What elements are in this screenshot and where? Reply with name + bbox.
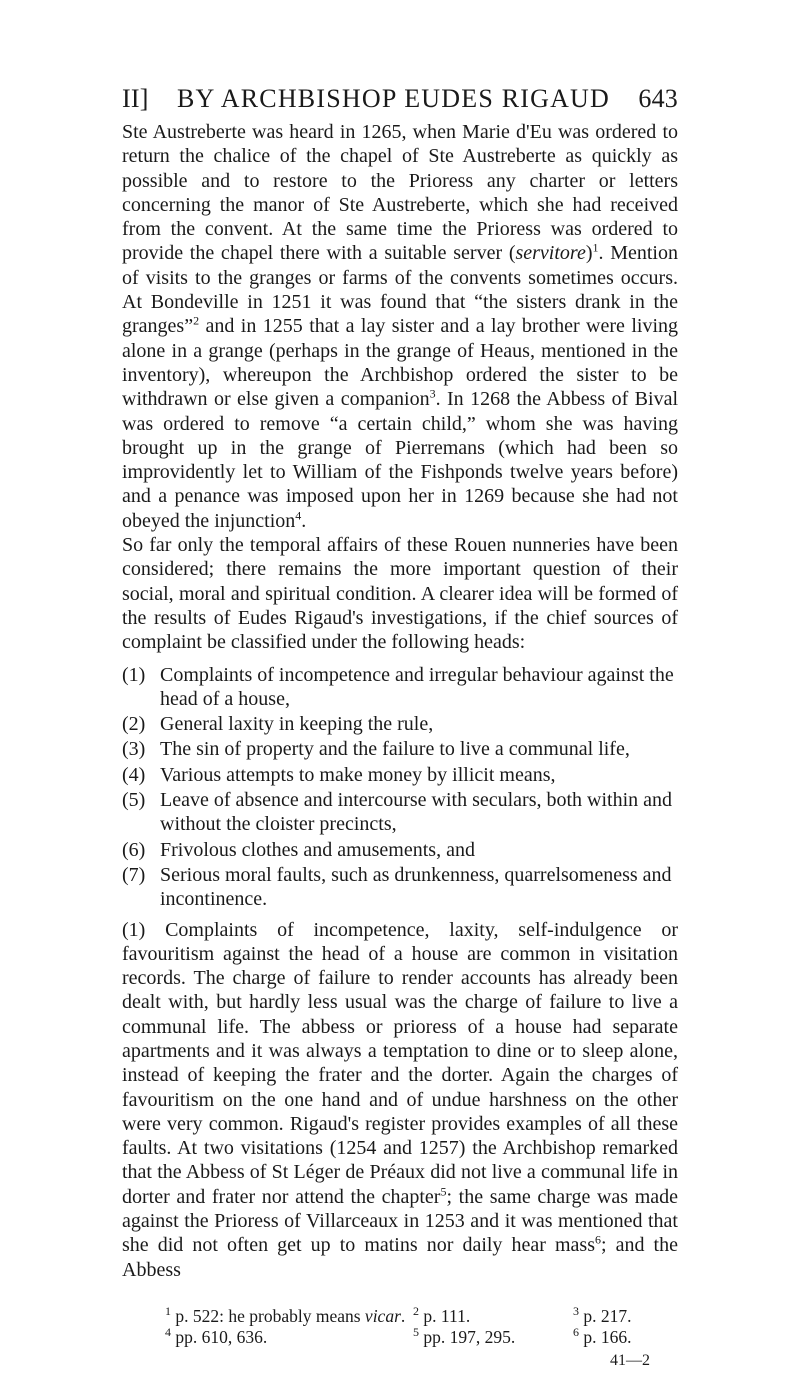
- paragraph-1: Ste Austreberte was heard in 1265, when Marie d'Eu was ordered to return the chalice of the chapel of Ste Austreberte as quickly as possible and to restore to the Prioress any charter or letters concerning the manor of Ste Austreberte, which she had received from the convent. At the same time the Prioress was ordered to provide the chapel there with a suitable server (servitore)$^1$. Mention of visits to the granges or farms of the convents sometimes occurs. At Bondeville in 1251 it was found that “the sisters drank in the granges”$^2$ and in 1255 that a lay sister and a lay brother were living alone in a grange (perhaps in the grange of Heaus, mentioned in the inventory), whereupon the Archbishop ordered the sister to be withdrawn or else given a companion$^3$. In 1268 the Abbess of Bival was ordered to remove “a certain child,” whom she was having brought up in the grange of Pierremans (which had been so improvidently let to William of the Fishponds twelve years before) and a penance was imposed upon her in 1269 because she had not obeyed the injunction$^4$.: [122, 121, 679, 532]
- list-item: (1) Complaints of incompetence and irregular behaviour against the head of a house,: [122, 663, 674, 710]
- footnote-3: $^3$ p. 217.: [573, 1304, 632, 1326]
- footnote-6: $^6$ p. 166.: [573, 1325, 632, 1347]
- footnote-ref-5: 5: [440, 1184, 447, 1199]
- footnote-ref-2: 2: [193, 313, 200, 328]
- running-header: [122, 84, 678, 114]
- paragraph-3: (1) Complaints of incompetence, laxity, self-indulgence or favouritism against the head of a house are common in visitation records. The charge of failure to render accounts has already been dealt with, but hardly less usual was the charge of failure to live a communal life. The abbess or prioress of a house had separate apartments and it was always a temptation to dine or to sleep alone, instead of keeping the frater and the dorter. Again the charges of favouritism on the one hand and of undue harshness on the other were very common. Rigaud's register provides examples of all these faults. At two visitations (1254 and 1257) the Archbishop remarked that the Abbess of St Léger de Préaux did not live a communal life in dorter and frater nor attend the chapter$^5$; the same charge was made against the Prioress of Villarceaux in 1253 and it was mentioned that she did not often get up to matins nor daily hear mass$^6$; and the Abbess: [122, 918, 679, 1281]
- list-item: (7) Serious moral faults, such as drunkenness, quarrelsomeness and incontinence.: [122, 863, 672, 911]
- list-item: (2) General laxity in keeping the rule,: [122, 713, 434, 736]
- running-title: BY ARCHBISHOP EUDES RIGAUD: [176, 84, 610, 113]
- heads-list: [122, 663, 678, 912]
- paragraph-2: So far only the temporal affairs of these Rouen nunneries have been considered; there remains the more important question of their social, moral and spiritual condition. A clearer idea will be formed of the results of Eudes Rigaud's investigations, if the chief sources of complaint be classified under the following heads:: [122, 534, 678, 654]
- page-number: 643: [638, 84, 678, 113]
- list-item: (4) Various attempts to make money by illicit means,: [122, 763, 556, 786]
- footnote-5: $^5$ pp. 197, 295.: [413, 1325, 516, 1347]
- list-item: (6) Frivolous clothes and amusements, and: [122, 838, 475, 861]
- footnote-ref-4: 4: [295, 508, 302, 523]
- chapter-marker: II]: [122, 84, 149, 113]
- footnote-ref-3: 3: [429, 386, 436, 401]
- footnote-ref-6: 6: [594, 1232, 601, 1247]
- footnote-1: $^1$ p. 522: he probably means vicar.: [165, 1304, 406, 1326]
- footnote-4: $^4$ pp. 610, 636.: [165, 1325, 268, 1347]
- signature-mark: 41—2: [610, 1352, 650, 1369]
- list-item: (5) Leave of absence and intercourse with seculars, both within and without the cloister precincts,: [122, 789, 673, 836]
- footnote-ref-1: 1: [592, 240, 599, 255]
- list-item: (3) The sin of property and the failure to live a communal life,: [122, 738, 630, 761]
- footnotes: [165, 1306, 685, 1348]
- footnote-2: $^2$ p. 111.: [413, 1304, 471, 1326]
- body-text: [122, 120, 678, 1282]
